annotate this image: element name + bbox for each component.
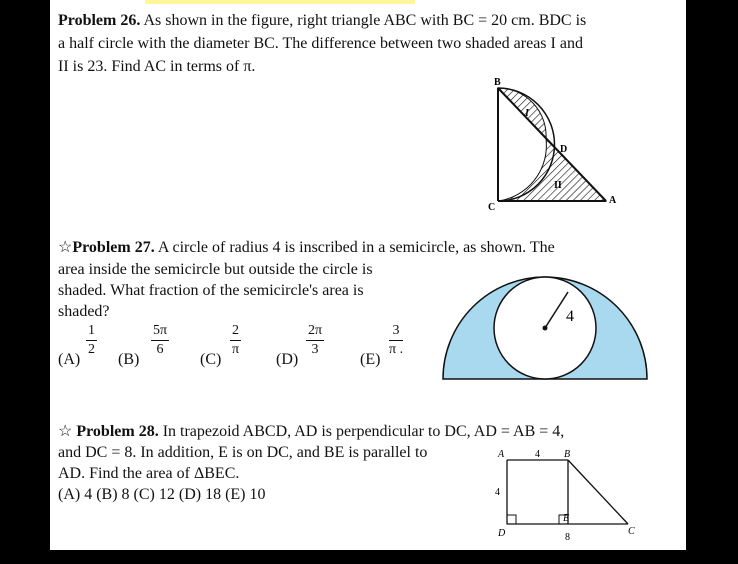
choice-label: (B) <box>118 351 140 368</box>
choice-fraction: $\frac{2}{\pi}$ <box>231 323 240 357</box>
p28-line2: and DC = 8. In addition, E is on DC, and BE is parallel to <box>58 444 428 461</box>
label-AB-length: 4 <box>535 449 540 460</box>
label-DC-length: 8 <box>565 532 570 543</box>
p26-line1: Problem 26. As shown in the figure, right triangle ABC with BC = 20 cm. BDC is <box>58 12 587 29</box>
label-B: B <box>494 77 501 88</box>
label-A: A <box>498 449 505 460</box>
label-C: C <box>488 202 496 213</box>
p27-line1: ☆Problem 27. A circle of radius 4 is inscribed in a semicircle, as shown. The <box>58 239 555 256</box>
choice-label: (A) <box>58 351 81 368</box>
worksheet-page <box>50 0 686 550</box>
star-icon: ☆ <box>58 423 73 440</box>
side-BC <box>568 460 628 524</box>
label-C: C <box>628 526 635 537</box>
choice-label: (C) <box>200 351 222 368</box>
label-I: I <box>525 108 529 119</box>
star-icon: ☆ <box>58 239 73 256</box>
p27-figure <box>442 276 648 382</box>
highlight-strip <box>145 0 415 4</box>
right-angle-mark <box>507 515 516 524</box>
p28-line1: ☆ Problem 28. In trapezoid ABCD, AD is perpendicular to DC, AD = AB = 4, <box>58 423 565 440</box>
label-E: E <box>563 513 570 524</box>
p26-line3: II is 23. Find AC in terms of π. <box>58 58 256 75</box>
label-B: B <box>564 449 571 460</box>
p27-line3: shaded. What fraction of the semicircle's area is <box>58 282 364 299</box>
center-point <box>543 326 548 331</box>
choice-label: (E) <box>360 351 381 368</box>
p28-line3: AD. Find the area of ΔBEC. <box>58 465 240 482</box>
choice-fraction: $\frac{2\pi}{3}$ <box>308 323 323 357</box>
p28-title: Problem 28. <box>76 423 159 440</box>
p26-title: Problem 26. <box>58 12 141 29</box>
radius-label: 4 <box>566 308 574 325</box>
p28-choices: (A) 4 (B) 8 (C) 12 (D) 18 (E) 10 <box>58 486 266 503</box>
label-AD-length: 4 <box>495 487 500 498</box>
choice-label: (D) <box>276 351 299 368</box>
choice-fraction: $\frac{5\pi}{6}$ <box>153 323 168 357</box>
p27-line4: shaded? <box>58 303 110 320</box>
p27-line2: area inside the semicircle but outside the circle is <box>58 261 373 278</box>
region-II <box>498 139 606 201</box>
p26-figure <box>478 76 628 216</box>
label-A: A <box>609 195 617 206</box>
p26-line2: a half circle with the diameter BC. The difference between two shaded areas I and <box>58 35 583 52</box>
p27-title: Problem 27. <box>72 239 155 256</box>
choice-fraction: $\frac{1}{2}$ <box>88 323 95 357</box>
label-D: D <box>498 528 506 539</box>
label-II: II <box>554 180 562 191</box>
choice-fraction: $\frac{3}{\pi .}$ <box>389 323 404 357</box>
label-D: D <box>560 144 568 155</box>
p28-figure <box>488 444 638 544</box>
